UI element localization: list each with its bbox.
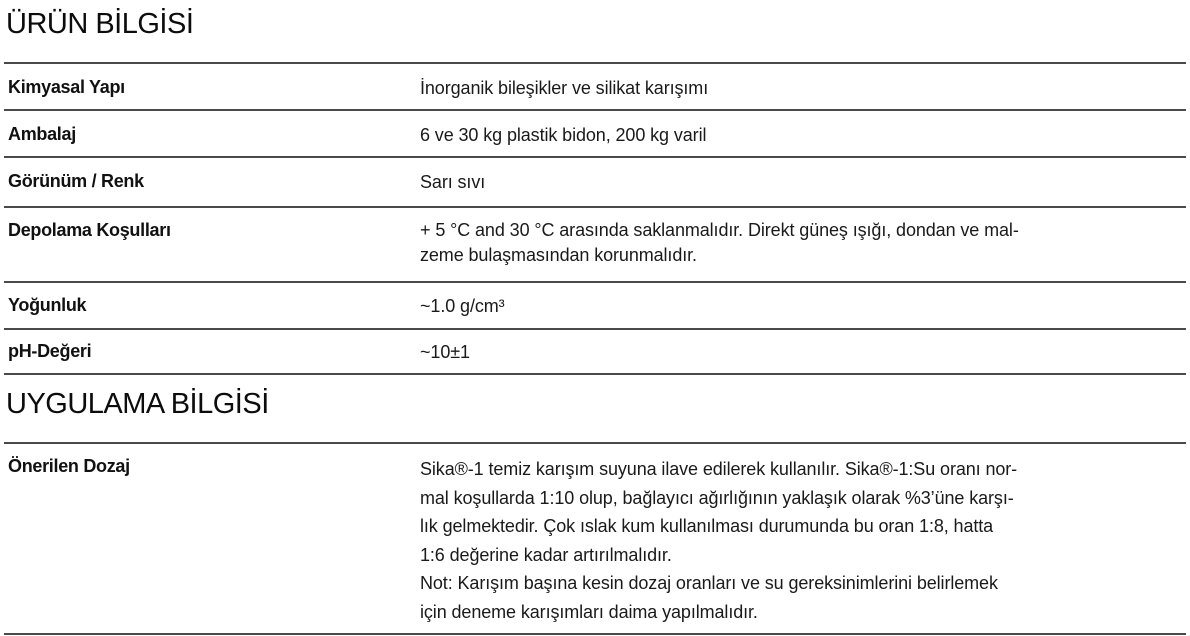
row-value-chemical-structure: İnorganik bileşikler ve silikat karışımı	[420, 78, 709, 98]
section-title-application-info: UYGULAMA BİLGİSİ	[6, 388, 269, 420]
row-value-packaging: 6 ve 30 kg plastik bidon, 200 kg varil	[420, 125, 707, 145]
row-value-ph: ~10±1	[420, 342, 470, 362]
value-line: Sika®-1 temiz karışım suyuna ilave edilerek kullanılır. Sika®-1:Su oranı nor-	[420, 459, 1018, 479]
row-value-appearance: Sarı sıvı	[420, 172, 486, 192]
value-line: lık gelmektedir. Çok ıslak kum kullanılması durumunda bu oran 1:8, hatta	[420, 516, 994, 536]
divider	[4, 633, 1186, 635]
divider	[4, 328, 1186, 330]
row-value-recommended-dosage	[420, 455, 1176, 626]
row-value-storage	[420, 218, 1176, 268]
divider	[4, 109, 1186, 111]
value-line: için deneme karışımları daima yapılmalıdır.	[420, 601, 758, 622]
divider	[4, 373, 1186, 375]
row-label-storage: Depolama Koşulları	[8, 220, 171, 240]
value-line: 1:6 değerine kadar artırılmalıdır.	[420, 544, 672, 565]
divider	[4, 281, 1186, 283]
divider	[4, 62, 1186, 64]
section-title-product-info: ÜRÜN BİLGİSİ	[6, 8, 194, 40]
divider	[4, 442, 1186, 444]
value-line: Not: Karışım başına kesin dozaj oranları ve su gereksinimlerini belirlemek	[420, 573, 998, 593]
divider	[4, 206, 1186, 208]
value-line: mal koşullarda 1:10 olup, bağlayıcı ağırlığının yaklaşık olarak %3’üne karşı-	[420, 487, 1014, 508]
row-label-appearance: Görünüm / Renk	[8, 171, 144, 191]
divider	[4, 156, 1186, 158]
value-line: + 5 °C and 30 °C arasında saklanmalıdır. Direkt güneş ışığı, dondan ve mal-	[420, 220, 1019, 240]
value-line: zeme bulaşmasından korunmalıdır.	[420, 245, 697, 265]
row-label-ph: pH-Değeri	[8, 341, 92, 361]
row-label-density: Yoğunluk	[8, 295, 87, 315]
row-label-chemical-structure: Kimyasal Yapı	[8, 77, 125, 97]
row-label-packaging: Ambalaj	[8, 124, 76, 144]
row-value-density: ~1.0 g/cm³	[420, 296, 505, 316]
row-label-recommended-dosage: Önerilen Dozaj	[8, 456, 130, 476]
